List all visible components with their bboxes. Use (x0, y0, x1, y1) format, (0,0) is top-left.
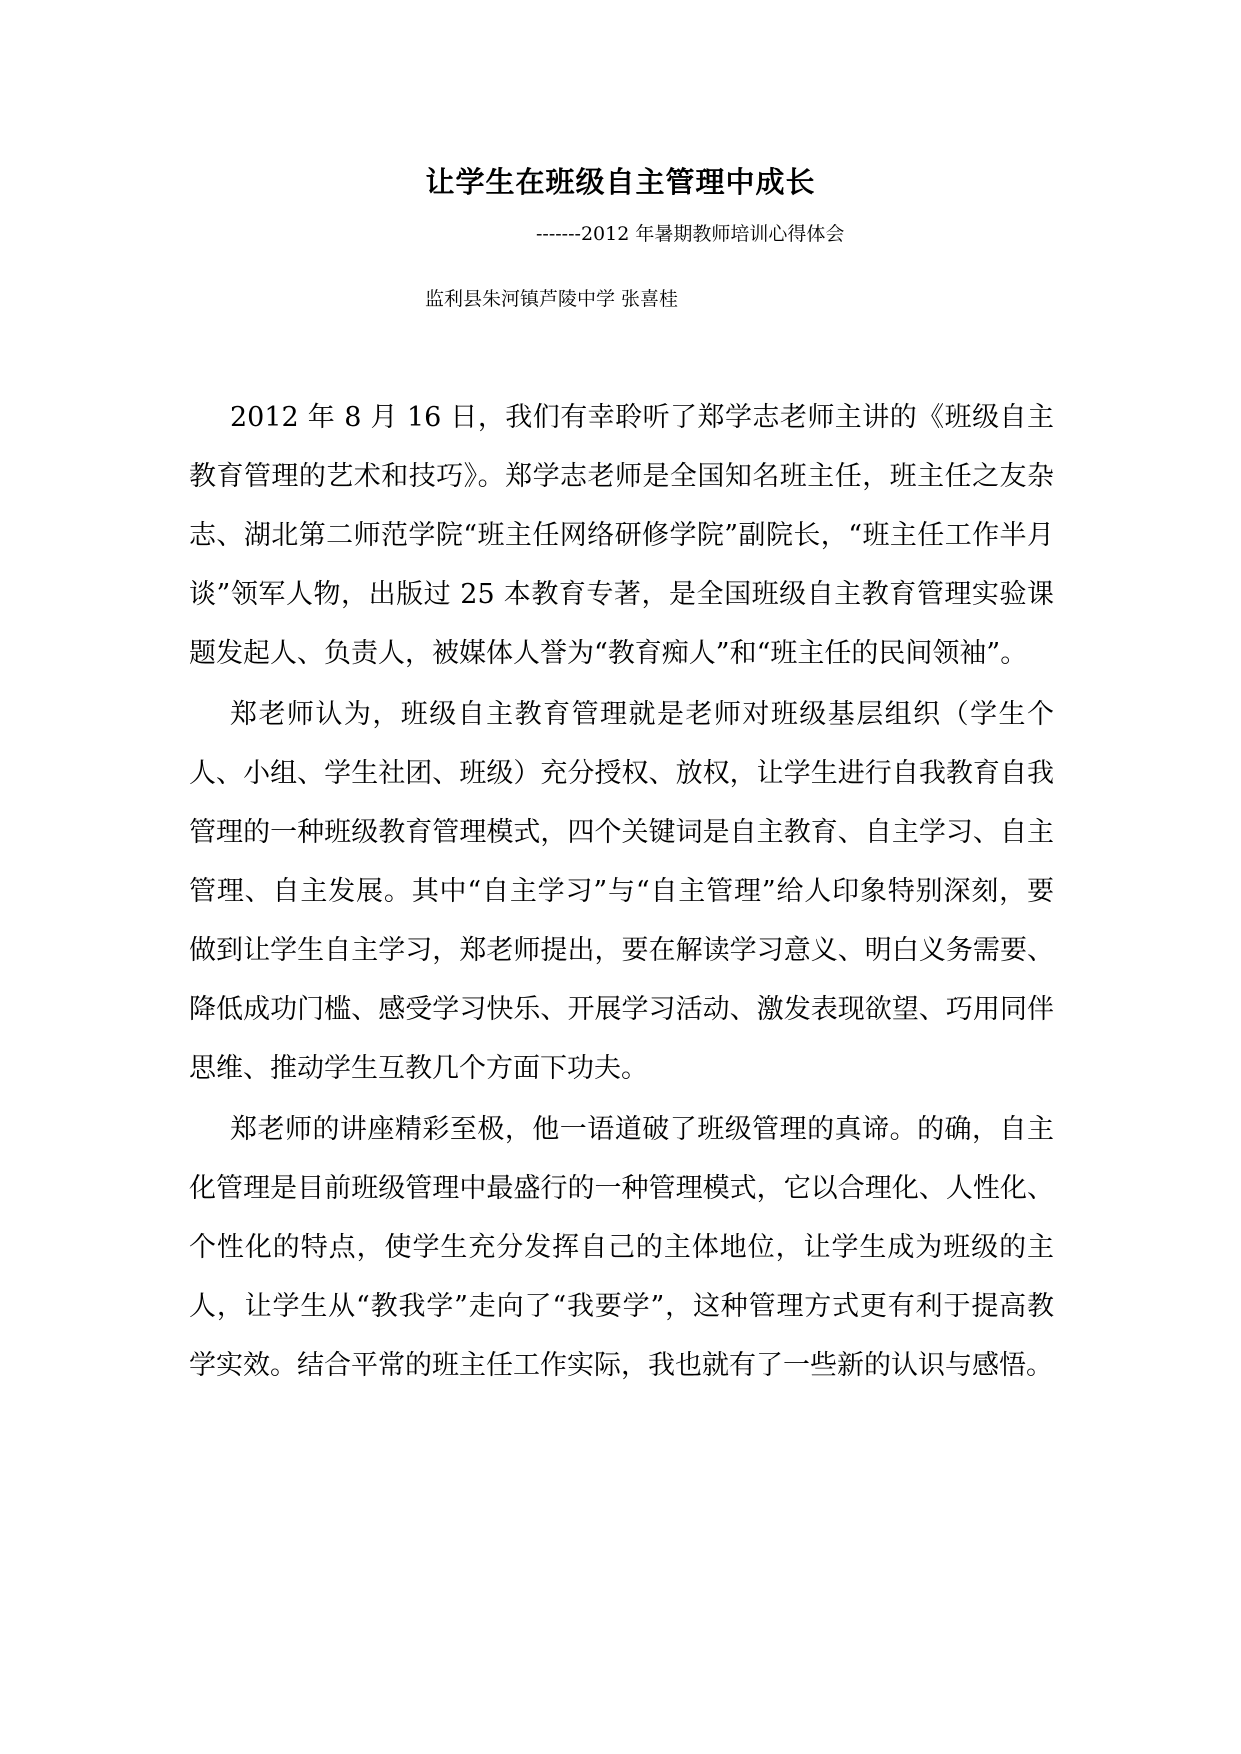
subtitle: -------2012 年暑期教师培训心得体会 (536, 223, 845, 245)
paragraph-3: 郑老师的讲座精彩至极，他一语道破了班级管理的真谛。的确，自主化管理是目前班级管理中最盛行的一种管理模式，它以合理化、人性化、个性化的特点，使学生充分发挥自己的主体地位，让学生成为班级的主人，让学生从“教我学”走向了“我要学”，这种管理方式更有利于提高教学实效。结合平常的班主任工作实际，我也就有了一些新的认识与感悟。 (189, 1114, 1054, 1381)
paragraph-2: 郑老师认为，班级自主教育管理就是老师对班级基层组织（学生个人、小组、学生社团、班级）充分授权、放权，让学生进行自我教育自我管理的一种班级教育管理模式，四个关键词是自主教育、自主学习、自主管理、自主发展。其中“自主学习”与“自主管理”给人印象特别深刻，要做到让学生自主学习，郑老师提出，要在解读学习意义、明白义务需要、降低成功门槛、感受学习快乐、开展学习活动、激发表现欲望、巧用同伴思维、推动学生互教几个方面下功夫。 (189, 699, 1054, 1084)
author-line: 监利县朱河镇芦陵中学 张喜桂 (425, 288, 679, 310)
paragraph-1: 2012 年 8 月 16 日，我们有幸聆听了郑学志老师主讲的《班级自主教育管理的艺术和技巧》。郑学志老师是全国知名班主任，班主任之友杂志、湖北第二师范学院“班主任网络研修学院”副院长，“班主任工作半月谈”领军人物，出版过 25 本教育专著，是全国班级自主教育管理实验课题发起人、负责人，被媒体人誉为“教育痴人”和“班主任的民间领袖”。 (189, 402, 1054, 669)
body-text (189, 388, 1054, 1397)
page-title: 让学生在班级自主管理中成长 (425, 165, 816, 199)
